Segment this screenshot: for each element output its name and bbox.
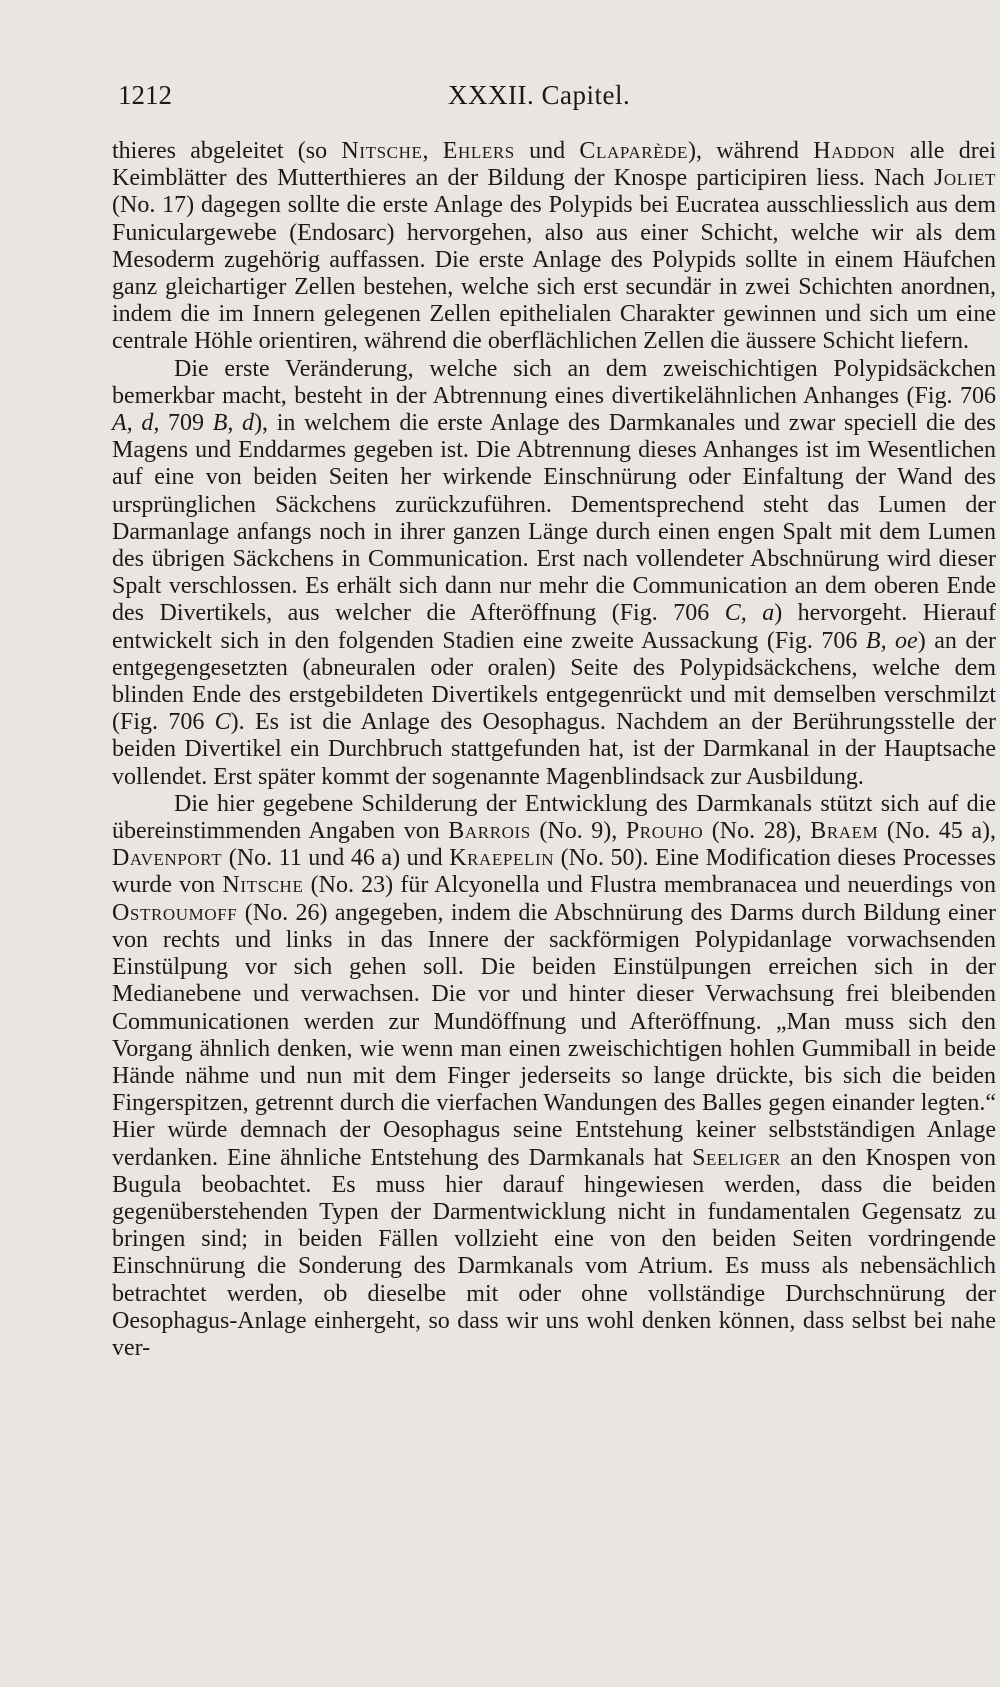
author-name: Nitsche [341, 138, 423, 164]
figure-reference: B, d [212, 410, 255, 437]
text-run: ), in welchem die erste Anlage des Darmkanales und zwar speciell die des Magens und Enddarmes gegeben ist. Die Abtrennung dieses Anhanges ist im Wesentlichen auf eine von beiden Seiten her wirkende Einschnürung oder Einfaltung der Wand des ursprünglichen Säckchens zurückzuführen. Dementsprechend steht das Lumen der Darmanlage anfangs noch in ihrer ganzen Länge durch einen engen Spalt mit dem Lumen des übrigen Säckchens in Communication. Erst nach vollendeter Abschnürung wird dieser Spalt verschlossen. Es erhält sich dann nur mehr die Communication an dem oberen Ende des Divertikels, aus welcher die Afteröffnung (Fig. 706 [112, 410, 996, 627]
paragraph [112, 791, 996, 1362]
text-run: alle drei Keimblätter des Mutterthieres an der Bildung der Knospe participiren liess. Nach [112, 138, 997, 192]
figure-reference: C [214, 709, 231, 736]
text-run: thieres abgeleitet (so [112, 138, 342, 164]
author-name: Davenport [112, 845, 223, 872]
text-run: (No. 11 und 46 a) und [222, 845, 450, 872]
author-name: Claparède [579, 138, 689, 164]
author-name: Nitsche [222, 872, 304, 899]
text-run: , [422, 138, 443, 164]
author-name: Haddon [813, 138, 896, 164]
author-name: Kraepelin [449, 845, 555, 872]
figure-reference: C, a [724, 600, 775, 627]
text-run: (No. 45 a), [878, 818, 997, 845]
author-name: Ostroumoff [112, 899, 238, 926]
author-name: Seeliger [692, 1144, 782, 1171]
text-run: an den Knospen von Bugula beobachtet. Es muss hier darauf hingewiesen werden, dass die beiden gegenüberstehenden Typen der Darmentwicklung nicht in fundamentalen Gegensatz zu bringen sind; in beiden Fällen vollzieht eine von den beiden Seiten vordringende Einschnürung die Sonderung des Darmkanals vom Atrium. Es muss als nebensächlich betrachtet werden, ob dieselbe mit oder ohne vollständige Durchschnürung der Oesophagus-Anlage einhergeht, so dass wir uns wohl denken können, dass selbst bei nahe ver- [112, 1144, 996, 1361]
text-run: und [514, 138, 580, 164]
text-run: (No. 23) für Alcyonella und Flustra membranacea und neuerdings von [303, 872, 996, 899]
paragraph [112, 138, 996, 356]
author-name: Barrois [448, 818, 531, 845]
text-run: (No. 26) angegeben, indem die Abschnürung des Darms durch Bildung einer von rechts und links in das Innere der sackförmigen Polypidanlage vorwachsenden Einstülpung vor sich gehen soll. Die beiden Einstülpungen erreichen sich in der Medianebene und verwachsen. Die vor und hinter dieser Verwachsung frei bleibenden Communicationen werden zur Mundöffnung und Afteröffnung. „Man muss sich den Vorgang ähnlich denken, wie wenn man einen zweischichtigen hohlen Gummiball in beide Hände nähme und nun mit dem Finger jederseits so lange drückte, bis sich die beiden Fingerspitzen, getrennt durch die vierfachen Wandungen des Balles gegen einander legten.“ Hier würde demnach der Oesophagus seine Entstehung keiner selbstständigen Anlage verdanken. Eine ähnliche Entstehung des Darmkanals hat [112, 899, 996, 1171]
text-run: (No. 9), [530, 818, 626, 845]
running-head: XXXII. Capitel. [448, 80, 631, 110]
text-run: 709 [159, 410, 213, 437]
author-name: Joliet [933, 165, 996, 192]
author-name: Braem [810, 818, 879, 845]
text-run: Die hier gegebene Schilderung der Entwicklung des Darmkanals stützt sich auf die übereinstimmenden Angaben von [112, 790, 996, 845]
page-header [118, 80, 970, 120]
page-number: 1212 [118, 80, 172, 110]
text-run: (No. 28), [703, 818, 811, 845]
figure-reference: B, oe [865, 627, 918, 654]
text-run: ) an der entgegengesetzten (abneuralen oder oralen) Seite des Polypidsäckchens, welche dem blinden Ende des erstgebildeten Divertikels entgegenrückt und mit demselben verschmilzt (Fig. 706 [112, 627, 996, 736]
text-run: Die erste Veränderung, welche sich an dem zweischichtigen Polypidsäckchen bemerkbar macht, besteht in der Abtrennung eines divertikelähnlichen Anhanges (Fig. 706 [112, 355, 996, 409]
text-run: ), während [688, 138, 814, 164]
text-run: ). Es ist die Anlage des Oesophagus. Nachdem an der Berührungsstelle der beiden Divertikel ein Durchbruch stattgefunden hat, ist der Darmkanal in der Hauptsache vollendet. Erst später kommt der sogenannte Magenblindsack zur Ausbildung. [112, 709, 996, 790]
text-run: (No. 50). Eine Modification dieses Processes wurde von [112, 845, 997, 899]
paragraph [112, 356, 996, 791]
author-name: Prouho [625, 818, 704, 845]
text-run: (No. 17) dagegen sollte die erste Anlage des Polypids bei Eucratea ausschliesslich aus dem Funiculargewebe (Endosarc) hervorgehen, also aus einer Schicht, welche wir als dem Mesoderm zugehörig auffassen. Die erste Anlage des Polypids sollte in einem Häufchen ganz gleichartiger Zellen bestehen, welche sich erst secundär in zwei Schichten anordnen, indem die im Innern gelegenen Zellen epithelialen Charakter gewinnen und sich um eine centrale Höhle orientiren, während die oberflächlichen Zellen die äussere Schicht liefern. [112, 192, 996, 355]
text-run: ) hervorgeht. Hierauf entwickelt sich in den folgenden Stadien eine zweite Aussackung (Fig. 706 [112, 600, 996, 654]
author-name: Ehlers [442, 138, 515, 164]
figure-reference: A, d, [112, 410, 160, 437]
body-text [112, 138, 996, 1362]
